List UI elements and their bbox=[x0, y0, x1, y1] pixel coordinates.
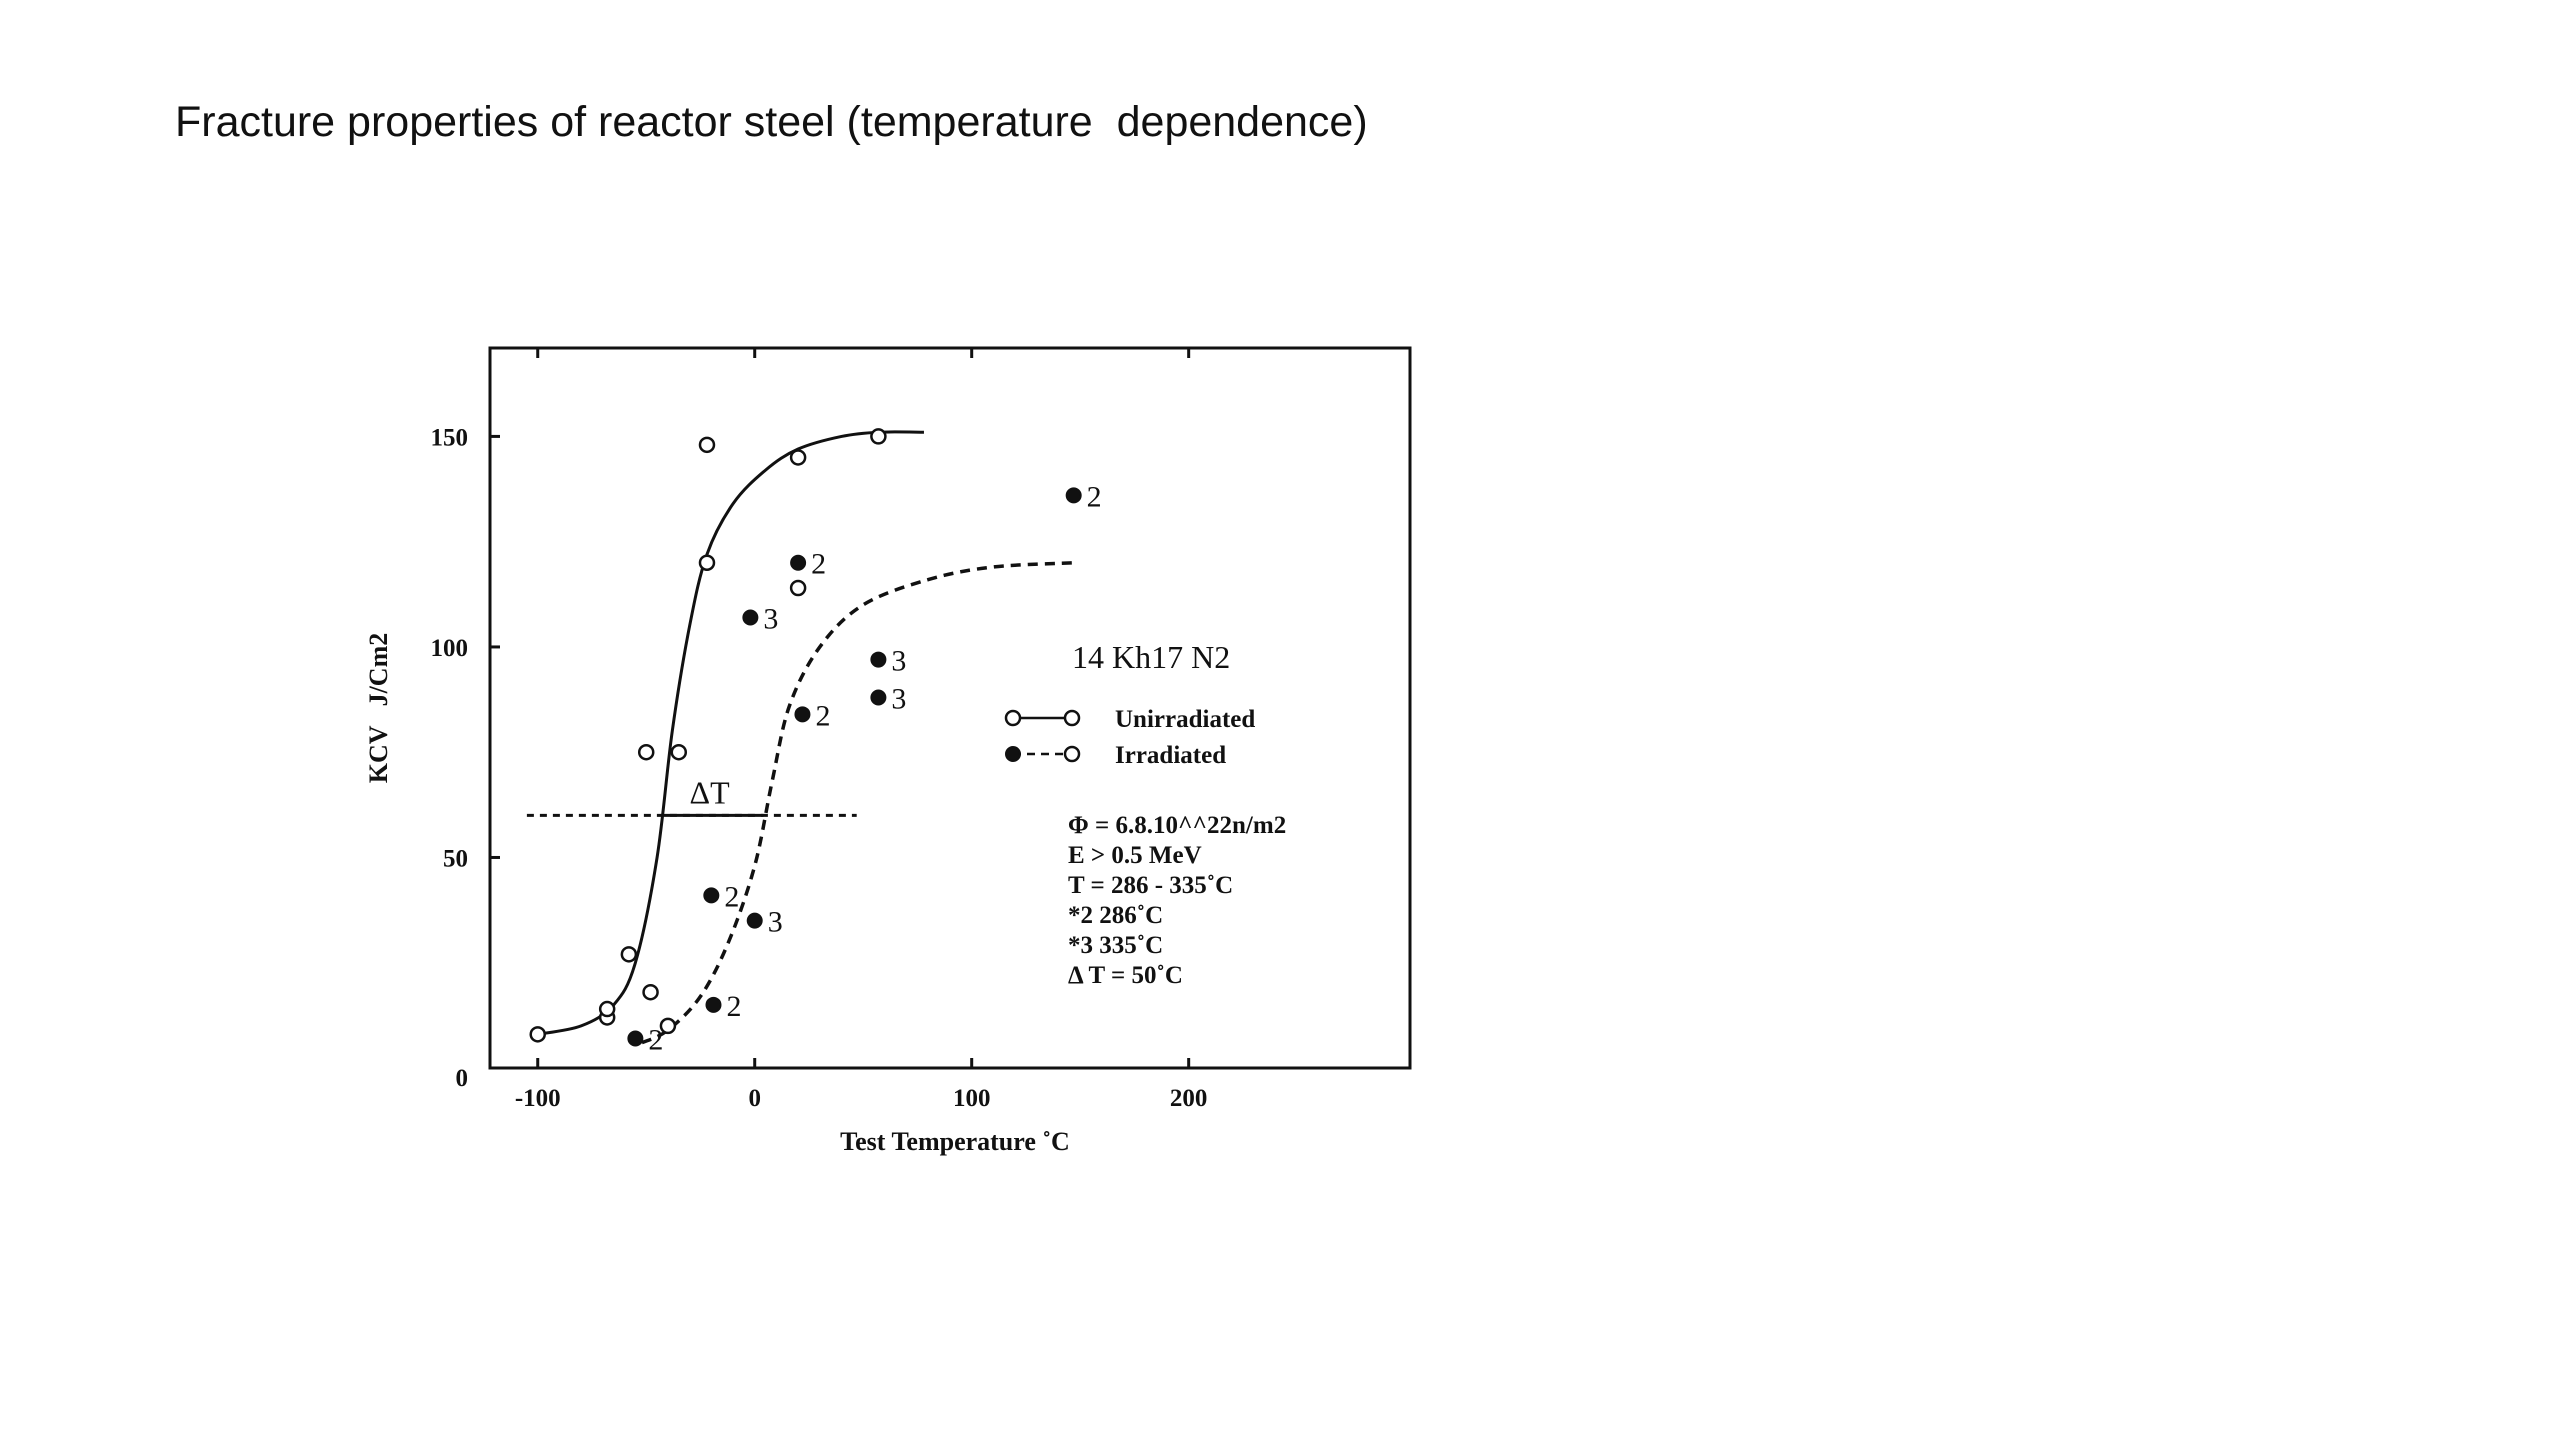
unirradiated-point-6 bbox=[672, 745, 686, 759]
irradiated-point-0 bbox=[791, 556, 805, 570]
unirradiated-point-9 bbox=[791, 581, 805, 595]
legend-note-series-2: *2 286˚C bbox=[1068, 902, 1164, 929]
legend-irradiated-marker-start bbox=[1006, 747, 1020, 761]
irradiated-point-label-8: 2 bbox=[1086, 480, 1102, 514]
irradiated-point-label-7: 3 bbox=[891, 682, 907, 716]
legend-note-energy: E > 0.5 MeV bbox=[1068, 842, 1202, 869]
slide-title: Fracture properties of reactor steel (temperature dependence) bbox=[175, 98, 1368, 146]
irradiated-point-9 bbox=[743, 610, 757, 624]
delta-t-label: ΔT bbox=[689, 774, 730, 811]
x-tick-label-2: 100 bbox=[952, 1085, 991, 1112]
y-axis-label: KCV J/Cm2 bbox=[364, 632, 393, 784]
legend-note-fluence: Φ = 6.8.10^^22n/m2 bbox=[1068, 812, 1287, 839]
legend-note-delta-t: Δ T = 50˚C bbox=[1068, 962, 1183, 989]
y-tick-label-2: 100 bbox=[430, 634, 468, 662]
irradiated-point-label-6: 3 bbox=[891, 644, 907, 678]
unirradiated-curve bbox=[538, 432, 924, 1034]
unirradiated-point-8 bbox=[700, 438, 714, 452]
irradiated-point-5 bbox=[748, 914, 762, 928]
unirradiated-point-7 bbox=[700, 556, 714, 570]
irradiated-point-label-4: 2 bbox=[648, 1023, 664, 1057]
legend-note-temperature-range: T = 286 - 335˚C bbox=[1068, 872, 1234, 899]
irradiated-point-label-9: 3 bbox=[763, 602, 779, 636]
legend-unirradiated-marker-end bbox=[1065, 711, 1079, 725]
legend-unirradiated-marker-start bbox=[1006, 711, 1020, 725]
unirradiated-point-10 bbox=[791, 450, 805, 464]
irradiated-point-1 bbox=[795, 707, 809, 721]
delta-t-annotation bbox=[527, 774, 857, 815]
legend-note-series-3: *3 335˚C bbox=[1068, 932, 1164, 959]
legend-entry-irradiated: Irradiated bbox=[1115, 742, 1227, 769]
irradiated-point-3 bbox=[706, 998, 720, 1012]
x-tick-label-3: 200 bbox=[1169, 1085, 1208, 1112]
irradiated-point-7 bbox=[871, 690, 885, 704]
unirradiated-point-3 bbox=[622, 947, 636, 961]
legend-material-label: 14 Kh17 N2 bbox=[1072, 639, 1231, 675]
x-tick-label-1: 0 bbox=[748, 1085, 761, 1112]
unirradiated-point-2 bbox=[600, 1002, 614, 1016]
y-tick-label-0: 0 bbox=[455, 1065, 468, 1092]
curves bbox=[538, 432, 1076, 1043]
unirradiated-point-5 bbox=[639, 745, 653, 759]
irradiated-point-label-0: 2 bbox=[811, 547, 827, 581]
irradiated-point-label-1: 2 bbox=[815, 699, 831, 733]
legend-entry-unirradiated: Unirradiated bbox=[1115, 706, 1256, 733]
legend-irradiated-marker-end bbox=[1065, 747, 1079, 761]
irradiated-point-label-2: 2 bbox=[724, 880, 740, 914]
unirradiated-point-0 bbox=[531, 1027, 545, 1041]
unirradiated-point-11 bbox=[871, 429, 885, 443]
irradiated-point-label-3: 2 bbox=[726, 989, 742, 1023]
legend bbox=[1006, 639, 1286, 989]
irradiated-point-6 bbox=[871, 653, 885, 667]
y-tick-label-3: 150 bbox=[430, 424, 468, 452]
x-axis-label: Test Temperature ˚C bbox=[840, 1127, 1070, 1156]
unirradiated-point-4 bbox=[644, 985, 658, 999]
irradiated-point-4 bbox=[628, 1032, 642, 1046]
y-tick-label-1: 50 bbox=[443, 845, 468, 873]
irradiated-point-2 bbox=[704, 888, 718, 902]
data-points bbox=[531, 429, 1102, 1056]
irradiated-point-label-5: 3 bbox=[767, 905, 783, 939]
x-tick-label-0: -100 bbox=[514, 1085, 561, 1112]
irradiated-point-8 bbox=[1067, 488, 1081, 502]
